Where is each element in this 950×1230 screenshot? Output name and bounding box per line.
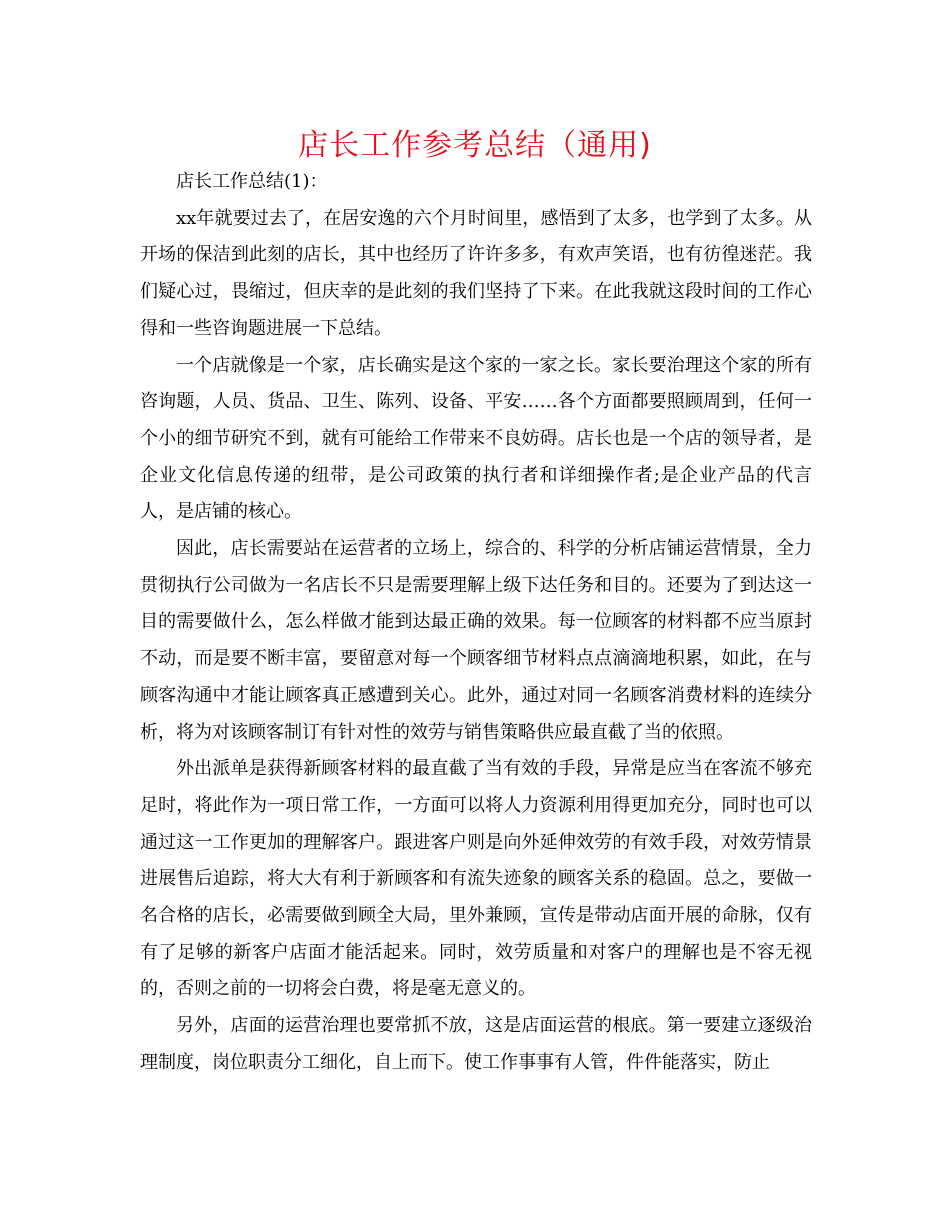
- paragraph-4: 外出派单是获得新顾客材料的最直截了当有效的手段，异常是应当在客流不够充足时，将此作为一项日常工作，一方面可以将人力资源利用得更加充分，同时也可以通过这一工作更加的理解客户。跟进客户则是向外延伸效劳的有效手段，对效劳情景进展售后追踪，将大大有利于新顾客和有流失迹象的顾客关系的稳固。总之，要做一名合格的店长，必需要做到顾全大局，里外兼顾，宣传是带动店面开展的命脉，仅有有了足够的新客户店面才能活起来。同时，效劳质量和对客户的理解也是不容无视的，否则之前的一切将会白费，将是毫无意义的。: [140, 758, 812, 1000]
- paragraph-3: 因此，店长需要站在运营者的立场上，综合的、科学的分析店铺运营情景，全力贯彻执行公司做为一名店长不只是需要理解上级下达任务和目的。还要为了到达这一目的需要做什么，怎么样做才能到达最正确的效果。每一位顾客的材料都不应当原封不动，而是要不断丰富，要留意对每一个顾客细节材料点点滴滴地积累，如此，在与顾客沟通中才能让顾客真正感遭到关心。此外，通过对同一名顾客消费材料的连续分析，将为对该顾客制订有针对性的效劳与销售策略供应最直截了当的依照。: [140, 538, 812, 743]
- document-body: [140, 164, 812, 1082]
- section-heading: 店长工作总结(1)：: [176, 171, 328, 192]
- paragraph-5: 另外，店面的运营治理也要常抓不放，这是店面运营的根底。第一要建立逐级治理制度，岗位职责分工细化，自上而下。使工作事事有人管，件件能落实，防止: [140, 1015, 812, 1073]
- paragraph-2: 一个店就像是一个家，店长确实是这个家的一家之长。家长要治理这个家的所有咨询题，人员、货品、卫生、陈列、设备、平安……各个方面都要照顾周到，任何一个小的细节研究不到，就有可能给工作带来不良妨碍。店长也是一个店的领导者，是企业文化信息传递的纽带，是公司政策的执行者和详细操作者;是企业产品的代言人，是店铺的核心。: [140, 354, 812, 523]
- paragraph-1: xx年就要过去了，在居安逸的六个月时间里，感悟到了太多，也学到了太多。从开场的保洁到此刻的店长，其中也经历了许许多多，有欢声笑语，也有彷徨迷茫。我们疑心过，畏缩过，但庆幸的是此刻的我们坚持了下来。在此我就这段时间的工作心得和一些咨询题进展一下总结。: [140, 207, 812, 339]
- document-title: 店长工作参考总结（通用): [298, 128, 652, 163]
